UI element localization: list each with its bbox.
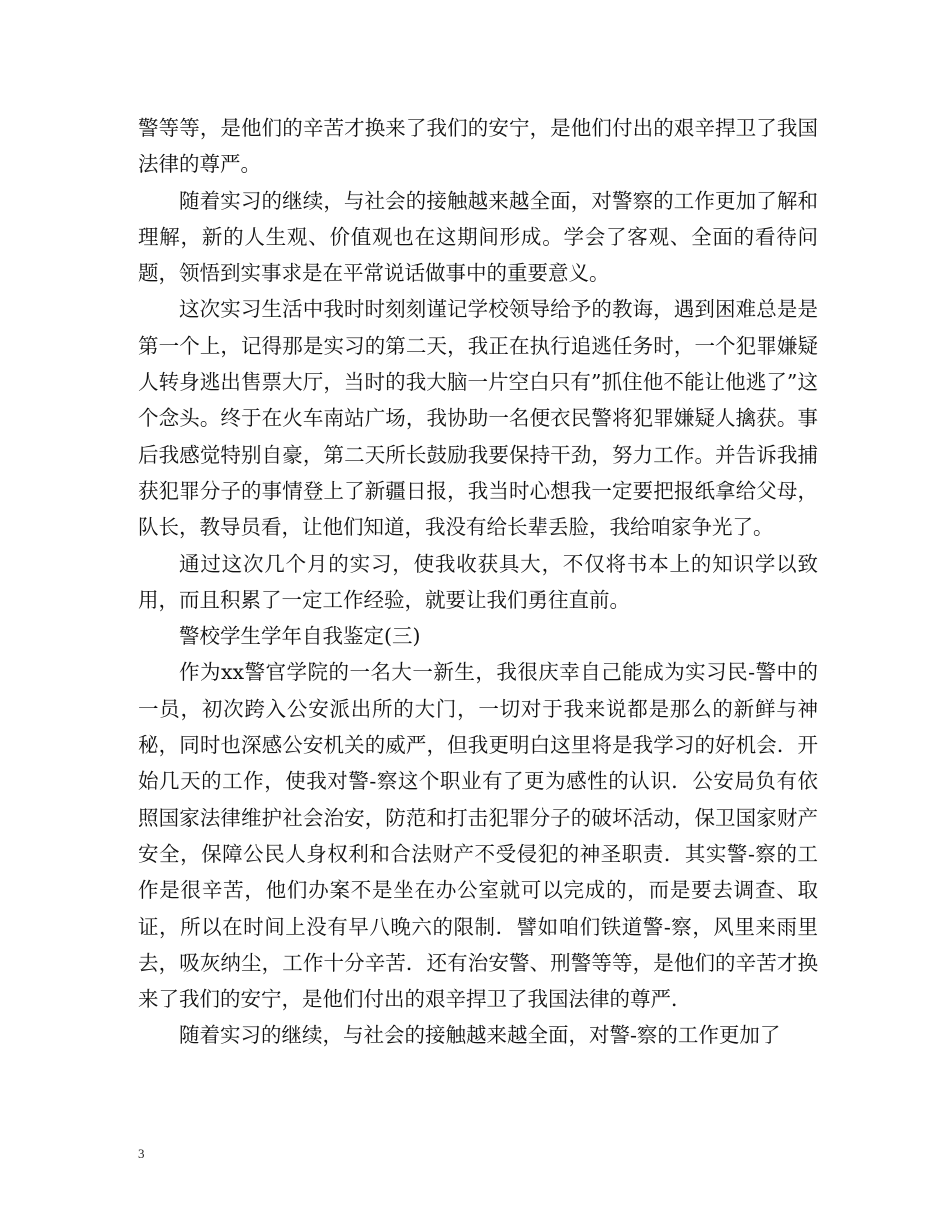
paragraph: 随着实习的继续，与社会的接触越来越全面，对警察的工作更加了解和理解，新的人生观、价值观也在这期间形成。学会了客观、全面的看待问题，领悟到实事求是在平常说话做事中的重要意义。 <box>138 188 818 286</box>
paragraph: 警等等，是他们的辛苦才换来了我们的安宁，是他们付出的艰辛捍卫了我国法律的尊严。 <box>138 116 818 177</box>
paragraph: 作为xx警官学院的一名大一新生，我很庆幸自己能成为实习民-警中的一员，初次跨入公安派出所的大门，一切对于我来说都是那么的新鲜与神秘，同时也深感公安机关的威严，但我更明白这里将是我学习的好机会．开始几天的工作，使我对警-察这个职业有了更为感性的认识．公安局负有依照国家法律维护社会治安，防范和打击犯罪分子的破坏活动，保卫国家财产安全，保障公民人身权利和合法财产不受侵犯的神圣职责．其实警-察的工作是很辛苦，他们办案不是坐在办公室就可以完成的，而是要去调查、取证，所以在时间上没有早八晚六的限制．譬如咱们铁道警-察，风里来雨里去，吸灰纳尘，工作十分辛苦．还有治安警、刑警等等，是他们的辛苦才换来了我们的安宁，是他们付出的艰辛捍卫了我国法律的尊严． <box>138 660 818 1012</box>
paragraph: 这次实习生活中我时时刻刻谨记学校领导给予的教诲，遇到困难总是是第一个上，记得那是实习的第二天，我正在执行追逃任务时，一个犯罪嫌疑人转身逃出售票大厅，当时的我大脑一片空白只有”抓住他不能让他逃了”这个念头。终于在火车南站广场，我协助一名便衣民警将犯罪嫌疑人擒获。事后我感觉特别自豪，第二天所长鼓励我要保持干劲，努力工作。并告诉我捕获犯罪分子的事情登上了新疆日报，我当时心想我一定要把报纸拿给父母，队长，教导员看，让他们知道，我没有给长辈丢脸，我给咱家争光了。 <box>138 297 818 540</box>
document-body <box>138 110 818 1054</box>
paragraph: 警校学生学年自我鉴定(三) <box>179 624 421 649</box>
paragraph: 随着实习的继续，与社会的接触越来越全面，对警-察的工作更加了 <box>179 1023 781 1048</box>
paragraph: 通过这次几个月的实习，使我收获具大，不仅将书本上的知识学以致用，而且积累了一定工作经验，就要让我们勇往直前。 <box>138 551 818 612</box>
page-number: 3 <box>138 1146 145 1161</box>
